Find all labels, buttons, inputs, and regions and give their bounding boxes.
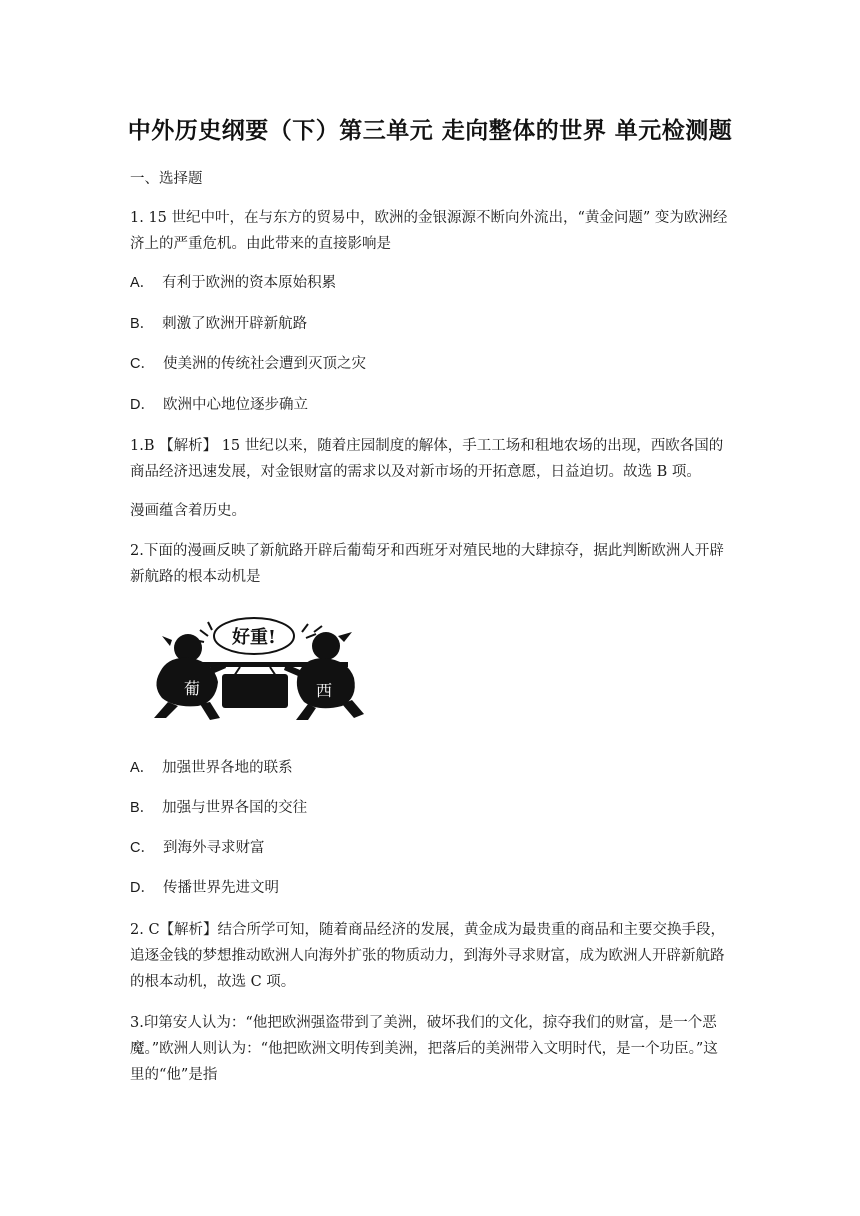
- q1-option-c: [130, 353, 366, 375]
- option-key: A．: [130, 275, 155, 291]
- page-title: 中外历史纲要（下）第三单元 走向整体的世界 单元检测题: [127, 118, 733, 144]
- q3-stem: 3.印第安人认为：“他把欧洲强盗带到了美洲，破坏我们的文化，掠夺我们的财富，是一个恶魔。”欧洲人则认为：“他把欧洲文明传到美洲，把落后的美洲带入文明时代，是一个功臣。”这里的“他”是指: [130, 1015, 718, 1083]
- option-key: B．: [130, 800, 155, 816]
- option-key: C．: [130, 356, 155, 372]
- treasure-chest: [222, 674, 288, 708]
- right-label: 西: [316, 681, 333, 700]
- option-text: 使美洲的传统社会遭到灭顶之灾: [162, 356, 366, 372]
- option-key: B．: [130, 316, 155, 332]
- right-figure: [284, 632, 364, 720]
- q2-option-d: [130, 877, 279, 899]
- interlude-text: 漫画蕴含着历史。: [130, 503, 246, 519]
- option-key: D．: [130, 880, 155, 896]
- q2-option-c: [130, 837, 264, 859]
- option-key: A．: [130, 760, 155, 776]
- q1-option-a: [130, 272, 336, 294]
- cartoon-image: [138, 612, 374, 724]
- option-text: 到海外寻求财富: [162, 840, 265, 856]
- q1-option-d: [130, 394, 308, 416]
- q2-stem: 2.下面的漫画反映了新航路开辟后葡萄牙和西班牙对殖民地的大肆掠夺，据此判断欧洲人开辟新航路的根本动机是: [130, 543, 724, 585]
- option-text: 加强与世界各国的交往: [162, 800, 308, 816]
- q1-stem: 1. 15 世纪中叶，在与东方的贸易中，欧洲的金银源源不断向外流出，“黄金问题” 变为欧洲经济上的严重危机。由此带来的直接影响是: [130, 210, 728, 252]
- q1-option-b: [130, 313, 307, 335]
- option-key: D．: [130, 397, 155, 413]
- left-label: 葡: [184, 679, 201, 698]
- option-text: 刺激了欧洲开辟新航路: [162, 316, 308, 332]
- option-key: C．: [130, 840, 155, 856]
- q1-analysis: 1.B 【解析】 15 世纪以来，随着庄园制度的解体，手工工场和租地农场的出现，西欧各国的商品经济迅速发展，对金银财富的需求以及对新市场的开拓意愿，日益迫切。故选 B 项。: [130, 438, 724, 480]
- speech-text: 好重!: [232, 627, 276, 648]
- left-figure: [154, 634, 226, 720]
- option-text: 传播世界先进文明: [162, 880, 279, 896]
- q2-analysis: 2. C【解析】结合所学可知，随着商品经济的发展，黄金成为最贵重的商品和主要交换手段，追逐金钱的梦想推动欧洲人向海外扩张的物质动力，到海外寻求财富，成为欧洲人开辟新航路的根本动机，故选 C 项。: [130, 922, 726, 990]
- q2-option-b: [130, 797, 307, 819]
- q2-option-a: [130, 757, 293, 779]
- option-text: 加强世界各地的联系: [162, 760, 293, 776]
- option-text: 有利于欧洲的资本原始积累: [162, 275, 337, 291]
- option-text: 欧洲中心地位逐步确立: [162, 397, 308, 413]
- section-heading: 一、选择题: [130, 171, 203, 187]
